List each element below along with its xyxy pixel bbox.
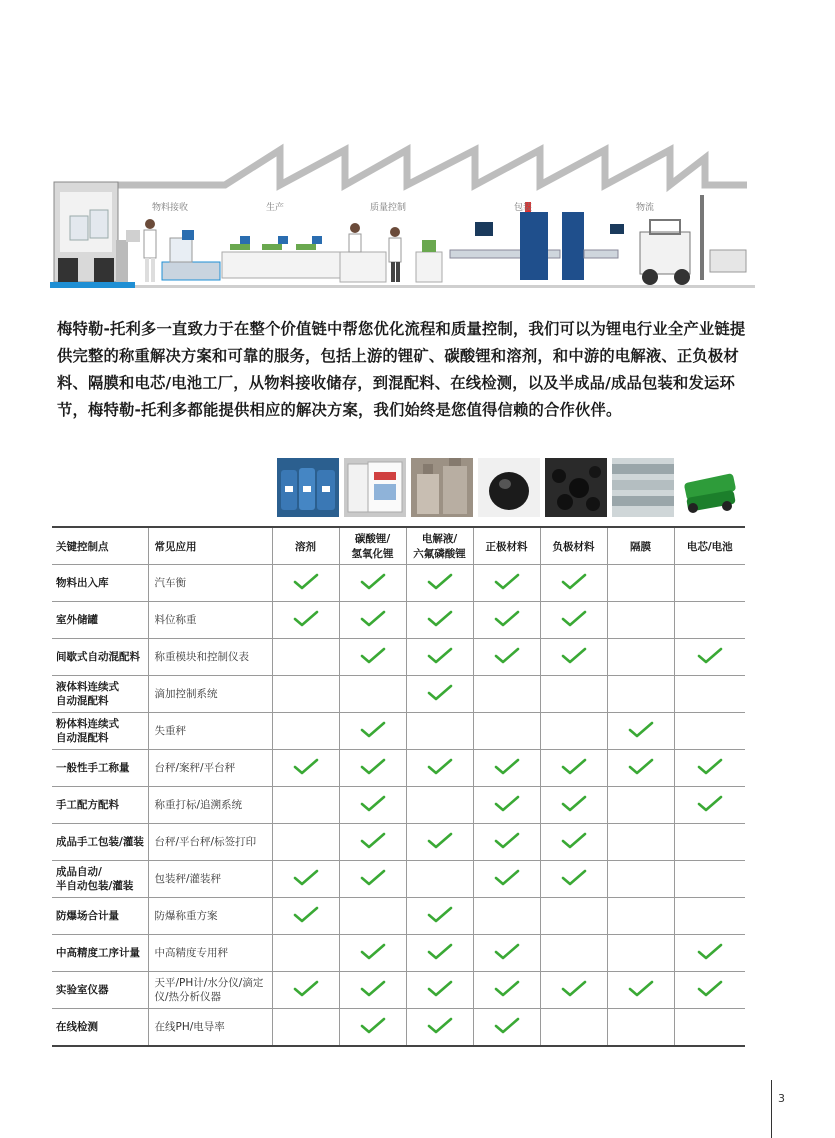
- check-cell: [406, 602, 473, 639]
- check-cell: [607, 972, 674, 1009]
- stage-label: 质量控制: [370, 203, 407, 213]
- checkmark-icon: [360, 721, 386, 739]
- check-cell: [339, 1009, 406, 1047]
- check-cell: [540, 602, 607, 639]
- solvent-drums-image: [277, 458, 339, 517]
- qc-lab: [340, 223, 442, 282]
- check-cell: [339, 861, 406, 898]
- check-cell: [473, 750, 540, 787]
- checkmark-icon: [427, 980, 453, 998]
- application-cell: 防爆称重方案: [148, 898, 272, 935]
- table-row: [52, 787, 745, 824]
- electrolyte-cylinders-image: [411, 458, 473, 517]
- checkmark-icon: [293, 758, 319, 776]
- checkmark-icon: [293, 573, 319, 591]
- factory-roofline: [50, 140, 755, 300]
- table-row: [52, 898, 745, 935]
- check-cell: [540, 972, 607, 1009]
- stage-label: 物流: [636, 203, 655, 213]
- check-cell: [607, 935, 674, 972]
- header-col: 正极材料: [473, 527, 540, 565]
- check-cell: [272, 1009, 339, 1047]
- checkmark-icon: [494, 610, 520, 628]
- table-row: [52, 713, 745, 750]
- production-benches: [222, 236, 340, 278]
- check-cell: [540, 565, 607, 602]
- control-point-cell: 手工配方配料: [52, 787, 148, 824]
- check-cell: [272, 602, 339, 639]
- control-point-cell: 在线检测: [52, 1009, 148, 1047]
- checkmark-icon: [561, 832, 587, 850]
- header-col: 电芯/电池: [674, 527, 745, 565]
- check-cell: [339, 898, 406, 935]
- table-row: [52, 676, 745, 713]
- check-cell: [674, 602, 745, 639]
- header-col: 电解液/ 六氟磷酸锂: [406, 527, 473, 565]
- check-cell: [473, 787, 540, 824]
- check-cell: [607, 898, 674, 935]
- check-cell: [272, 713, 339, 750]
- check-cell: [540, 750, 607, 787]
- check-cell: [406, 972, 473, 1009]
- checkmark-icon: [360, 1017, 386, 1035]
- application-cell: 台秤/案秤/平台秤: [148, 750, 272, 787]
- checkmark-icon: [427, 684, 453, 702]
- header-application: 常见应用: [148, 527, 272, 565]
- control-point-cell: 室外储罐: [52, 602, 148, 639]
- check-cell: [406, 861, 473, 898]
- checkmark-icon: [360, 610, 386, 628]
- check-cell: [607, 639, 674, 676]
- checkmark-icon: [494, 943, 520, 961]
- stage-label: 物料接收: [152, 203, 189, 213]
- application-cell: 中高精度专用秤: [148, 935, 272, 972]
- packaging-line: [450, 202, 618, 280]
- checkmark-icon: [427, 943, 453, 961]
- check-cell: [607, 861, 674, 898]
- check-cell: [540, 935, 607, 972]
- checkmark-icon: [360, 573, 386, 591]
- check-cell: [674, 787, 745, 824]
- check-cell: [607, 676, 674, 713]
- check-cell: [272, 898, 339, 935]
- checkmark-icon: [494, 832, 520, 850]
- check-cell: [406, 787, 473, 824]
- check-cell: [339, 750, 406, 787]
- check-cell: [607, 750, 674, 787]
- checkmark-icon: [494, 1017, 520, 1035]
- cathode-material-image: [478, 458, 540, 517]
- checkmark-icon: [427, 647, 453, 665]
- table-row: [52, 935, 745, 972]
- check-cell: [607, 602, 674, 639]
- checkmark-icon: [628, 980, 654, 998]
- check-cell: [339, 787, 406, 824]
- intro-paragraph: 梅特勒-托利多一直致力于在整个价值链中帮您优化流程和质量控制，我们可以为锂电行业全产业链提供完整的称重解决方案和可靠的服务，包括上游的锂矿、碳酸锂和溶剂，和中游的电解液、正负极材料、隔膜和电芯/电池工厂，从物料接收储存，到混配料、在线检测，以及半成品/成品包装和发运环节，梅特勒-托利多都能提供相应的解决方案，我们始终是您值得信赖的合作伙伴。: [57, 320, 746, 419]
- application-cell: 天平/PH计/水分仪/滴定 仪/热分析仪器: [148, 972, 272, 1009]
- stage-label: 包装: [514, 203, 533, 213]
- check-cell: [473, 602, 540, 639]
- check-cell: [473, 972, 540, 1009]
- application-cell: 汽车衡: [148, 565, 272, 602]
- header-col: 溶剂: [272, 527, 339, 565]
- checkmark-icon: [494, 647, 520, 665]
- checkmark-icon: [561, 647, 587, 665]
- check-cell: [540, 861, 607, 898]
- application-cell: 滴加控制系统: [148, 676, 272, 713]
- checkmark-icon: [494, 980, 520, 998]
- check-cell: [339, 565, 406, 602]
- header-col: 负极材料: [540, 527, 607, 565]
- value-chain-illustration: [50, 140, 755, 300]
- checkmark-icon: [360, 980, 386, 998]
- checkmark-icon: [427, 610, 453, 628]
- check-cell: [339, 824, 406, 861]
- check-cell: [674, 713, 745, 750]
- application-cell: 失重秤: [148, 713, 272, 750]
- check-cell: [473, 1009, 540, 1047]
- truck-icon: [50, 182, 135, 288]
- check-cell: [473, 935, 540, 972]
- checkmark-icon: [494, 573, 520, 591]
- checkmark-icon: [561, 573, 587, 591]
- table-row: [52, 824, 745, 861]
- control-point-cell: 一般性手工称量: [52, 750, 148, 787]
- checkmark-icon: [697, 980, 723, 998]
- application-cell: 料位称重: [148, 602, 272, 639]
- page-divider: [771, 1080, 772, 1138]
- checkmark-icon: [494, 758, 520, 776]
- table-row: [52, 1009, 745, 1047]
- header-col: 碳酸锂/ 氢氧化锂: [339, 527, 406, 565]
- check-cell: [339, 935, 406, 972]
- check-cell: [339, 713, 406, 750]
- check-cell: [540, 787, 607, 824]
- application-matrix-table: [52, 526, 745, 1047]
- table-row: [52, 972, 745, 1009]
- check-cell: [473, 824, 540, 861]
- checkmark-icon: [427, 573, 453, 591]
- check-cell: [473, 861, 540, 898]
- check-cell: [607, 824, 674, 861]
- check-cell: [674, 898, 745, 935]
- check-cell: [406, 565, 473, 602]
- check-cell: [406, 750, 473, 787]
- checkmark-icon: [360, 832, 386, 850]
- check-cell: [540, 713, 607, 750]
- checkmark-icon: [360, 943, 386, 961]
- check-cell: [473, 565, 540, 602]
- check-cell: [272, 861, 339, 898]
- control-point-cell: 实验室仪器: [52, 972, 148, 1009]
- checkmark-icon: [427, 1017, 453, 1035]
- checkmark-icon: [293, 980, 319, 998]
- check-cell: [674, 935, 745, 972]
- checkmark-icon: [427, 906, 453, 924]
- check-cell: [272, 639, 339, 676]
- table-row: [52, 750, 745, 787]
- control-point-cell: 物料出入库: [52, 565, 148, 602]
- check-cell: [540, 824, 607, 861]
- check-cell: [406, 713, 473, 750]
- separator-rolls-image: [612, 458, 674, 517]
- check-cell: [674, 824, 745, 861]
- control-point-cell: 粉体料连续式 自动混配料: [52, 713, 148, 750]
- checkmark-icon: [494, 869, 520, 887]
- check-cell: [406, 676, 473, 713]
- application-cell: 在线PH/电导率: [148, 1009, 272, 1047]
- control-point-cell: 间歇式自动混配料: [52, 639, 148, 676]
- checkmark-icon: [293, 906, 319, 924]
- forklift-icon: [610, 195, 746, 285]
- checkmark-icon: [561, 795, 587, 813]
- checkmark-icon: [561, 758, 587, 776]
- check-cell: [674, 1009, 745, 1047]
- application-cell: 包装秤/灌装秤: [148, 861, 272, 898]
- checkmark-icon: [561, 610, 587, 628]
- page-number: 3: [778, 1092, 785, 1105]
- application-cell: 称重打标/追溯系统: [148, 787, 272, 824]
- check-cell: [473, 898, 540, 935]
- check-cell: [406, 898, 473, 935]
- check-cell: [272, 565, 339, 602]
- lithium-carbonate-bags-image: [344, 458, 406, 517]
- check-cell: [339, 972, 406, 1009]
- check-cell: [607, 713, 674, 750]
- checkmark-icon: [427, 832, 453, 850]
- checkmark-icon: [427, 758, 453, 776]
- check-cell: [272, 824, 339, 861]
- checkmark-icon: [360, 869, 386, 887]
- check-cell: [406, 935, 473, 972]
- check-cell: [406, 1009, 473, 1047]
- check-cell: [272, 935, 339, 972]
- checkmark-icon: [360, 758, 386, 776]
- checkmark-icon: [697, 758, 723, 776]
- checkmark-icon: [561, 980, 587, 998]
- application-cell: 台秤/平台秤/标签打印: [148, 824, 272, 861]
- check-cell: [473, 639, 540, 676]
- checkmark-icon: [697, 943, 723, 961]
- checkmark-icon: [494, 795, 520, 813]
- checkmark-icon: [628, 758, 654, 776]
- checkmark-icon: [293, 869, 319, 887]
- checkmark-icon: [293, 610, 319, 628]
- check-cell: [540, 1009, 607, 1047]
- check-cell: [339, 676, 406, 713]
- check-cell: [272, 750, 339, 787]
- checkmark-icon: [360, 647, 386, 665]
- anode-material-image: [545, 458, 607, 517]
- check-cell: [674, 639, 745, 676]
- table-row: [52, 565, 745, 602]
- control-point-cell: 成品自动/ 半自动包装/灌装: [52, 861, 148, 898]
- stage-label: 生产: [266, 203, 285, 213]
- control-point-cell: 中高精度工序计量: [52, 935, 148, 972]
- battery-cells-image: [679, 458, 741, 517]
- control-point-cell: 液体料连续式 自动混配料: [52, 676, 148, 713]
- check-cell: [674, 565, 745, 602]
- check-cell: [473, 676, 540, 713]
- control-point-cell: 成品手工包装/灌装: [52, 824, 148, 861]
- check-cell: [540, 639, 607, 676]
- checkmark-icon: [628, 721, 654, 739]
- check-cell: [674, 972, 745, 1009]
- worker-icon: [144, 219, 156, 282]
- check-cell: [607, 565, 674, 602]
- check-cell: [674, 861, 745, 898]
- check-cell: [272, 972, 339, 1009]
- check-cell: [674, 676, 745, 713]
- check-cell: [272, 787, 339, 824]
- check-cell: [406, 639, 473, 676]
- check-cell: [540, 676, 607, 713]
- table-row: [52, 602, 745, 639]
- check-cell: [406, 824, 473, 861]
- check-cell: [674, 750, 745, 787]
- application-cell: 称重模块和控制仪表: [148, 639, 272, 676]
- check-cell: [339, 602, 406, 639]
- header-control-point: 关键控制点: [52, 527, 148, 565]
- table-header-row: [52, 527, 745, 565]
- table-row: [52, 861, 745, 898]
- checkmark-icon: [360, 795, 386, 813]
- checkmark-icon: [697, 795, 723, 813]
- checkmark-icon: [561, 869, 587, 887]
- check-cell: [473, 713, 540, 750]
- check-cell: [272, 676, 339, 713]
- check-cell: [607, 1009, 674, 1047]
- control-point-cell: 防爆场合计量: [52, 898, 148, 935]
- header-col: 隔膜: [607, 527, 674, 565]
- table-row: [52, 639, 745, 676]
- checkmark-icon: [697, 647, 723, 665]
- check-cell: [607, 787, 674, 824]
- check-cell: [339, 639, 406, 676]
- check-cell: [540, 898, 607, 935]
